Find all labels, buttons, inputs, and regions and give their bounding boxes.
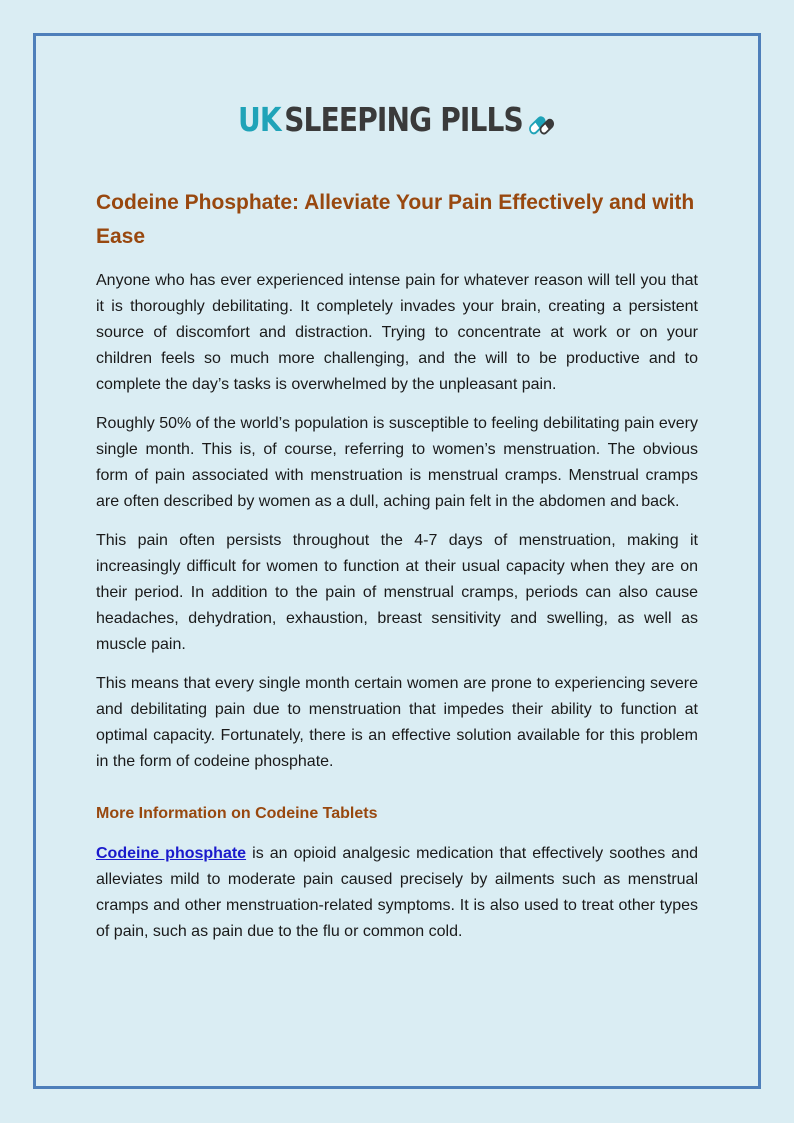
logo-brand-text: SLEEPING PILLS <box>284 100 524 139</box>
paragraph-duration: This pain often persists throughout the 4-7 days of menstruation, making it increasingly difficult for women to function at their usual capacity when they are on their period. In addition to the pain of menstrual cramps, periods can also cause headaches, dehydration, exhaustion, breast sensitivity and swelling, as well as muscle pain. <box>96 532 698 653</box>
pill-capsule-icon <box>528 106 555 134</box>
logo-wordmark <box>238 100 555 139</box>
article-title: Codeine Phosphate: Alleviate Your Pain Effectively and with Ease <box>96 191 695 248</box>
codeine-phosphate-link[interactable]: Codeine phosphate <box>96 845 247 862</box>
paragraph-solution: This means that every single month certain women are prone to experiencing severe and debilitating pain due to menstruation that impedes their ability to function at optimal capacity. Fortunately, there is an effective solution available for this problem in the form of codeine phosphate. <box>96 675 698 770</box>
codeine-info-text: is an opioid analgesic medication that effectively soothes and alleviates mild to moderate pain caused precisely by ailments such as menstrual cramps and other menstruation-related symptoms. It is also used to treat other types of pain, such as pain due to the flu or common cold. <box>96 845 699 940</box>
site-logo[interactable] <box>0 100 794 150</box>
section-subheading: More Information on Codeine Tablets <box>96 805 378 822</box>
paragraph-population: Roughly 50% of the world’s population is susceptible to feeling debilitating pain every single month. This is, of course, referring to women’s menstruation. The obvious form of pain associated with menstruation is menstrual cramps. Menstrual cramps are often described by women as a dull, aching pain felt in the abdomen and back. <box>96 415 698 510</box>
article-body <box>96 186 698 958</box>
paragraph-codeine-info <box>96 841 698 945</box>
paragraph-intro: Anyone who has ever experienced intense pain for whatever reason will tell you that it is thoroughly debilitating. It completely invades your brain, creating a persistent source of discomfort and distraction. Trying to concentrate at work or on your children feels so much more challenging, and the will to be productive and to complete the day’s tasks is overwhelmed by the unpleasant pain. <box>96 272 698 393</box>
logo-uk-text: UK <box>238 100 282 139</box>
